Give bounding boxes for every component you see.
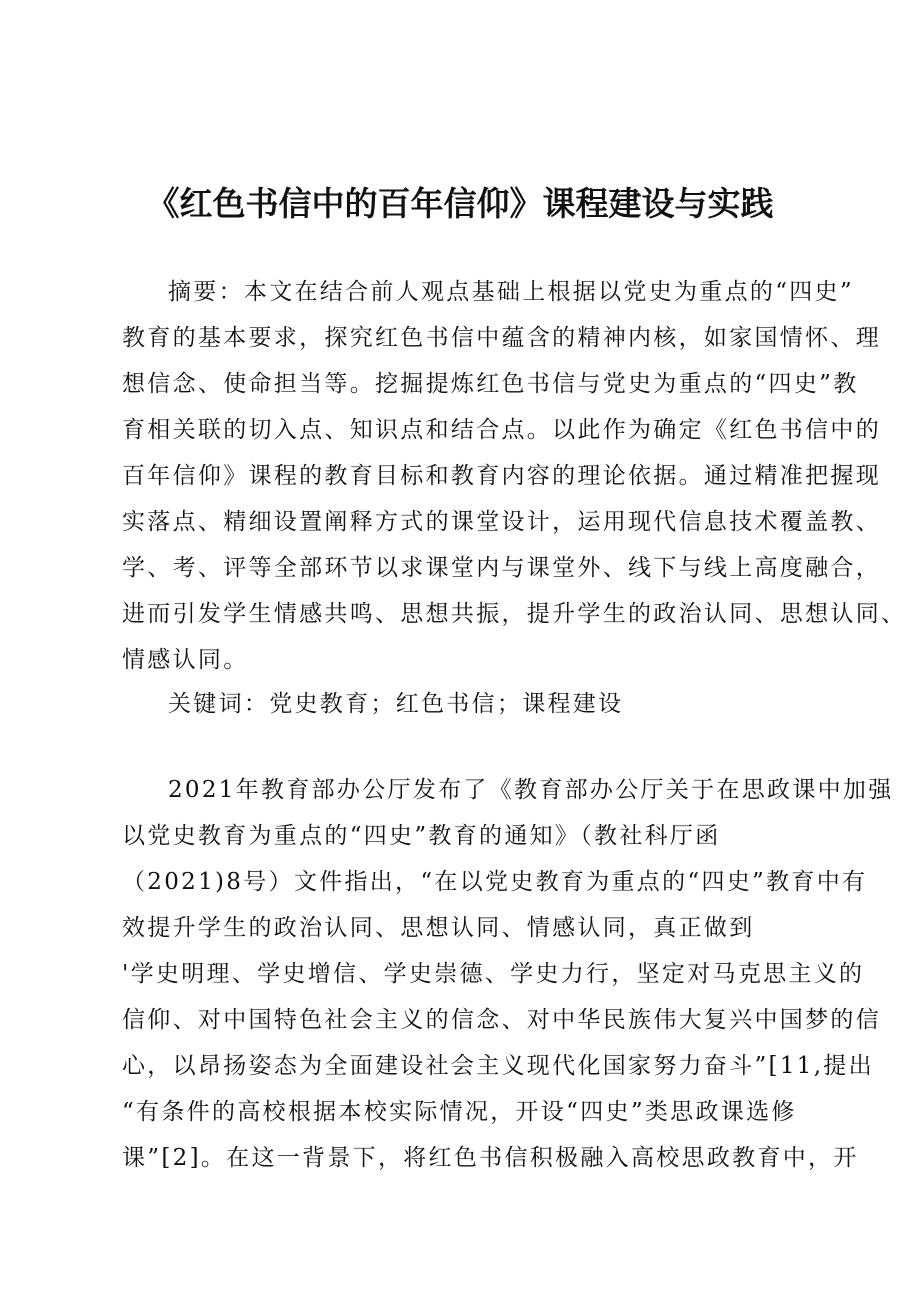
body-line: 课”[2]。在这一背景下，将红色书信积极融入高校思政教育中，开 xyxy=(122,1145,859,1171)
body-line: 效提升学生的政治认同、思想认同、情感认同，真正做到 xyxy=(122,915,755,941)
body-line: 心，以昂扬姿态为全面建设社会主义现代化国家努力奋斗”[11,提出 xyxy=(122,1053,874,1079)
abstract-line: 情感认同。 xyxy=(122,647,249,673)
abstract-line: 想信念、使命担当等。挖掘提炼红色书信与党史为重点的“四史”教 xyxy=(122,371,859,397)
abstract-line: 学、考、评等全部环节以求课堂内与课堂外、线下与线上高度融合， xyxy=(122,555,881,581)
page-title: 《红色书信中的百年信仰》课程建设与实践 xyxy=(146,184,774,223)
keywords: 关键词：党史教育；红色书信；课程建设 xyxy=(168,691,624,717)
body-line: （2021)8号）文件指出，“在以党史教育为重点的“四史”教育中有 xyxy=(122,869,868,895)
abstract-line: 教育的基本要求，探究红色书信中蕴含的精神内核，如家国情怀、理 xyxy=(122,325,881,351)
body-line: 2021年教育部办公厅发布了《教育部办公厅关于在思政课中加强 xyxy=(168,777,894,803)
abstract-line: 育相关联的切入点、知识点和结合点。以此作为确定《红色书信中的 xyxy=(122,417,881,443)
abstract-line: 摘要：本文在结合前人观点基础上根据以党史为重点的“四史” xyxy=(168,279,854,305)
abstract-line: 百年信仰》课程的教育目标和教育内容的理论依据。通过精准把握现 xyxy=(122,463,881,489)
abstract-line: 实落点、精细设置阐释方式的课堂设计，运用现代信息技术覆盖教、 xyxy=(122,509,881,535)
body-line: “有条件的高校根据本校实际情况，开设“四史”类思政课选修 xyxy=(122,1099,797,1125)
body-line: 信仰、对中国特色社会主义的信念、对中华民族伟大复兴中国梦的信 xyxy=(122,1007,881,1033)
body-line: '学史明理、学史增信、学史崇德、学史力行，坚定对马克思主义的 xyxy=(122,961,865,987)
body-line: 以党史教育为重点的“四史”教育的通知》（教社科厅函 xyxy=(122,823,721,849)
abstract-line: 进而引发学生情感共鸣、思想共振，提升学生的政治认同、思想认同、 xyxy=(122,601,907,627)
